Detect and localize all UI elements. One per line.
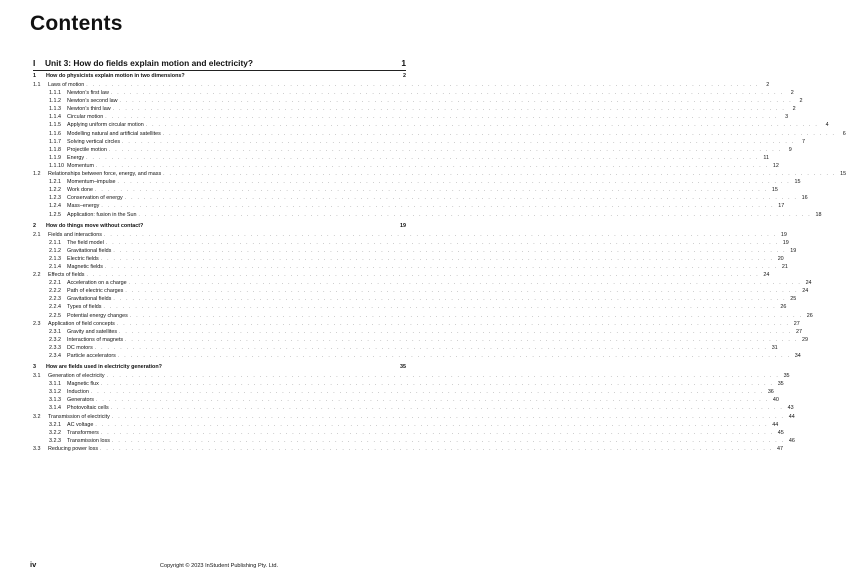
toc-entry-page: 15 (840, 171, 846, 178)
dot-leader: . . . . . . . . . . . . . . . . . . . . . . . . . . . . . . . . . . . . . . . . . . . . . . . . . . . . . . . . . . . . . . . . . . . . . . . . . . . . . . . . . . . . . . . . . . . . . . . . . . . . . . . . . . (122, 138, 795, 145)
toc-entry-title: Relationships between force, energy, and mass (48, 171, 162, 178)
toc-entry-title: Laws of motion (48, 82, 85, 88)
copyright-notice: Copyright © 2023 InStudent Publishing Pty. Ltd. (159, 563, 279, 569)
toc-entry-number: 2.1 (33, 231, 41, 238)
dot-leader: . . . . . . . . . . . . . . . . . . . . . . . . . . . . . . . . . . . . . . . . . . . . . . . . . . . . . . . . . . . . . . . . . . . . . . . . . . . . . . . . . . . . . . . . . . . . . . . . . . . . . . . . . . (100, 445, 773, 452)
dot-leader: . . . . . . . . . . . . . . . . . . . . . . . . . . . . . . . . . . . . . . . . . . . . . . . . . . . . . . . . . . . . . . . . . . . . . . . . . . . . . . . . . . . . . . . . . . . . . . . . . . . . . . . . . . (103, 304, 777, 311)
dot-leader: . . . . . . . . . . . . . . . . . . . . . . . . . . . . . . . . . . . . . . . . . . . . . . . . . . . . . . . . . . . . . . . . . . . . . . . . . . . . . . . . . . . . . . . . . . . . . . . . . . . . . . . . . . (145, 122, 819, 129)
toc-subsection[interactable] (33, 146, 792, 154)
toc-entry-number: 1.1.3 (49, 106, 61, 113)
dot-leader: . . . . . . . . . . . . . . . . . . . . . . . . . . . . . . . . . . . . . . . . . . . . . . . . . . . . . . . . . . . . . . . . . . . . . . . . . . . . . . . . . . . . . . . . . . . . . . . . . . . . . . . . . . (94, 344, 768, 351)
toc-entry-page: 17 (778, 203, 785, 210)
dot-leader: . . . . . . . . . . . . . . . . . . . . . . . . . . . . . . . . . . . . . . . . . . . . . . . . . . . . . . . . . . . . . . . . . . . . . . . . . . . . . . . . . . . . . . . . . . . . . . . . . . . . . . . . . . (124, 195, 798, 202)
toc-entry-page: 11 (763, 154, 770, 161)
toc-entry-number: 1.2.5 (49, 211, 61, 218)
toc-entry-page: 2 (790, 90, 794, 97)
unit-heading[interactable] (33, 56, 406, 71)
toc-entry-number: 3 (33, 364, 36, 371)
toc-chapter[interactable] (33, 72, 406, 81)
dot-leader: . . . . . . . . . . . . . . . . . . . . . . . . . . . . . . . . . . . . . . . . . . . . . . . . . . . . . . . . . . . . . . . . . . . . . . . . . . . . . . . . . . . . . . . . . . . . . . . . . . . . . . . . . . (119, 328, 792, 335)
dot-leader: . . . . . . . . . . . . . . . . . . . . . . . . . . . . . . . . . . . . . . . . . . . . . . . . . . . . . . . . . . . . . . . . . . . . . . . . . . . . . . . . . . . . . . . . . . . . . . . . . . . . . . . . . . (90, 389, 764, 396)
toc-entry-title: Magnetic fields (67, 263, 103, 270)
toc-entry-page: 2 (766, 82, 770, 88)
toc-subsection[interactable] (33, 255, 784, 263)
toc-entry-number: 2.3.4 (49, 353, 61, 359)
toc-entry-number: 2.1.3 (49, 255, 61, 262)
dot-leader: . . . . . . . . . . . . . . . . . . . . . . . . . . . . . . . . . . . . . . . . . . . . . . . . . . . . . . . . . . . . . . . . . . . . . . . . . . . . . . . . . . . . . . . . . . . . . . . . . . . . . . . . . . (110, 405, 784, 412)
toc-entry-number: 2.1.1 (49, 239, 61, 246)
toc-entry-title: Particle accelerators (67, 353, 116, 359)
toc-entry-page: 46 (788, 437, 795, 444)
dot-leader: . . . . . . . . . . . . . . . . . . . . . . . . . . . . . . . . . . . . . . . . . . . . . . . . . . . . . . . . . . . . . . . . . . . . . . . . . . . . . . . . . . . . . . . . . . . . . . . . . . . . . . . . . . (95, 421, 769, 428)
toc-entry-title: How do physicists explain motion in two dimensions? (46, 73, 185, 79)
toc-subsection[interactable] (33, 303, 787, 311)
toc-subsection[interactable] (33, 429, 784, 437)
toc-subsection[interactable] (33, 279, 812, 287)
toc-entry-title: Transformers (67, 429, 99, 436)
dot-leader: . . . . . . . . . . . . . . . . . . . . . . . . . . . . . . . . . . . . . . . . . . . . . . . . . . . . . . . . . . . . . . . . . . . . . . . . . . . . . . . . . . . . . . . . . . . . . . . . . . . . . . . . . . (108, 146, 782, 153)
toc-entry-page: 18 (815, 211, 822, 218)
toc-entry-title: Effects of fields (48, 272, 85, 279)
toc-entry-number: 1.2.2 (49, 187, 61, 194)
toc-entry-title: Potential energy changes (67, 312, 128, 319)
toc-entry-page: 4 (825, 122, 829, 129)
toc-entry-title: Work done (67, 187, 93, 194)
toc-subsection[interactable] (33, 178, 801, 186)
toc-entry-title: Path of electric charges (67, 288, 124, 295)
toc-entry-number: 1.2.4 (49, 203, 61, 210)
dot-leader: . . . . . . . . . . . . . . . . . . . . . . . . . . . . . . . . . . . . . . . . . . . . . . . . . . . . . . . . . . . . . . . . . . . . . . . . . . . . . . . . . . . . . . . . . . . . . . . . . . . . . . . . . . (105, 114, 779, 121)
toc-entries (33, 72, 846, 453)
toc-entry-page: 43 (787, 405, 794, 412)
toc-entry-number: 3.2.3 (49, 437, 61, 444)
toc-subsection[interactable] (33, 352, 801, 360)
toc-subsection[interactable] (33, 312, 813, 320)
toc-entry-page: 15 (794, 179, 801, 186)
toc-subsection[interactable] (33, 97, 803, 105)
toc-entry-number: 2.2 (33, 272, 41, 279)
toc-entry-page: 9 (788, 146, 792, 153)
unit-number: I (33, 58, 36, 68)
dot-leader: . . . . . . . . . . . . . . . . . . . . . . . . . . . . . . . . . . . . . . . . . . . . . . . . . . . . . . . . . . . . . . . . . . . . . . . . . . . . . . . . . . . . . . . . . . . . . . . . . . . . . . . . . . (104, 263, 778, 270)
toc-subsection[interactable] (33, 421, 779, 429)
toc-subsection[interactable] (33, 344, 778, 352)
toc-entry-page: 2 (403, 73, 406, 79)
toc-subsection[interactable] (33, 194, 808, 202)
toc-entry-page: 19 (782, 239, 789, 246)
toc-entry-number: 1.2.3 (49, 195, 61, 202)
toc-entry-number: 3.1.3 (49, 397, 61, 404)
toc-entry-number: 2.1.4 (49, 263, 61, 270)
dot-leader: . . . . . . . . . . . . . . . . . . . . . . . . . . . . . . . . . . . . . . . . . . . . . . . . . . . . . . . . . . . . . . . . . . . . . . . . . . . . . . . . . . . . . . . . . . . . . . . . . . . . . . . . . . (86, 82, 760, 88)
toc-entry-number: 2.3.3 (49, 344, 61, 351)
dot-leader: . . . . . . . . . . . . . . . . . . . . . . . . . . . . . . . . . . . . . . . . . . . . . . . . . . . . . . . . . . . . . . . . . . . . . . . . . . . . . . . . . . . . . . . . . . . . . . . . . . . . . . . . . . (95, 397, 769, 404)
toc-entry-number: 1.1.9 (49, 154, 61, 161)
toc-entry-title: Solving vertical circles (67, 138, 121, 145)
dot-leader: . . . . . . . . . . . . . . . . . . . . . . . . . . . . . . . . . . . . . . . . . . . . . . . . . . . . . . . . . . . . . . . . . . . . . . . . . . . . . . . . . . . . . . . . . . . . . . . . . . . . . . . . . . (119, 98, 793, 105)
toc-entry-number: 2.1.2 (49, 247, 61, 254)
dot-leader: . . . . . . . . . . . . . . . . . . . . . . . . . . . . . . . . . . . . . . . . . . . . . . . . . . . . . . . . . . . . . . . . . . . . . . . . . . . . . . . . . . . . . . . . . . . . . . . . . . . . . . . . . . (125, 288, 799, 295)
dot-leader: . . . . . . . . . . . . . . . . . . . . . . . . . . . . . . . . . . . . . . . . . . . . . . . . . . . . . . . . . . . . . . . . . . . . . . . . . . . . . . . . . . . . . . . . . . . . . . . . . . . . . . . . . . (95, 162, 769, 169)
toc-entry-page: 44 (788, 413, 795, 420)
toc-entry-page: 20 (777, 255, 784, 262)
dot-leader: . . . . . . . . . . . . . . . . . . . . . . . . . . . . . . . . . . . . . . . . . . . . . . . . . . . . . . . . . . . . . . . . . . . . . . . . . . . . . . . . . . . . . . . . . . . . . . . . . . . . . . . . . . (128, 280, 802, 287)
toc-entry-number: 2.3.1 (49, 328, 61, 335)
toc-entry-number: 3.1 (33, 373, 41, 380)
dot-leader: . . . . . . . . . . . . . . . . . . . . . . . . . . . . . . . . . . . . . . . . . . . . . . . . . . . . . . . . . . . . . . . . . . . . . . . . . . . . . . . . . . . . . . . . . . . . . . . . . . . . . . . . . . (163, 171, 837, 178)
dot-leader: . . . . . . . . . . . . . . . . . . . . . . . . . . . . . . . . . . . . . . . . . . . . . . . . . . . . . . . . . . . . . . . . . . . . . . . . . . . . . . . . . . . . . . . . . . . . . . . . . . . . . . . . . . (138, 211, 812, 218)
toc-entry-title: Gravitational fields (67, 247, 112, 254)
dot-leader: . . . . . . . . . . . . . . . . . . . . . . . . . . . . . . . . . . . . . . . . . . . . . . . . . . . . . . . . . . . . . . . . . . . . . . . . . . . . . . . . . . . . . . . . . . . . . . . . . . . . . . . . . . (110, 90, 784, 97)
toc-entry-number: 1.2.1 (49, 179, 61, 186)
toc-entry-number: 2.3.2 (49, 336, 61, 343)
page-title: Contents (30, 12, 123, 35)
toc-section[interactable] (33, 170, 846, 178)
toc-subsection[interactable] (33, 105, 796, 113)
toc-entry-number: 1.2 (33, 171, 41, 178)
toc-entry-title: How do things move without contact? (46, 222, 144, 229)
toc-entry-title: Acceleration on a charge (67, 280, 127, 287)
toc-entry-title: Application: fusion in the Sun (67, 211, 137, 218)
toc-section[interactable] (33, 320, 800, 328)
toc-entry-title: Electric fields (67, 255, 99, 262)
footer-page-number: iv (30, 560, 37, 569)
toc-entry-page: 19 (780, 231, 787, 238)
toc-entry-title: Generators (67, 397, 94, 404)
toc-subsection[interactable] (33, 211, 822, 219)
toc-entry-title: Application of field concepts (48, 320, 115, 327)
toc-entry-page: 3 (785, 114, 789, 121)
toc-subsection[interactable] (33, 247, 797, 255)
toc-entry-title: How are fields used in electricity generation? (46, 364, 162, 371)
toc-entry-page: 44 (772, 421, 779, 428)
dot-leader: . . . . . . . . . . . . . . . . . . . . . . . . . . . . . . . . . . . . . . . . . . . . . . . . . . . . . . . . . . . . . . . . . . . . . . . . . . . . . . . . . . . . . . . . . . . . . . . . . . . . . . . . . . (112, 106, 786, 113)
dot-leader: . . . . . . . . . . . . . . . . . . . . . . . . . . . . . . . . . . . . . . . . . . . . . . . . . . . . . . . . . . . . . . . . . . . . . . . . . . . . . . . . . . . . . . . . . . . . . . . . . . . . . . . . . . (116, 320, 790, 327)
toc-subsection[interactable] (33, 162, 779, 170)
toc-entry-page: 6 (842, 130, 846, 137)
dot-leader: . . . . . . . . . . . . . . . . . . . . . . . . . . . . . . . . . . . . . . . . . . . . . . . . . . . . . . . . . . . . . . . . . . . . . . . . . . . . . . . . . . . . . . . . . . . . . . . . . . . . . . . . . . (162, 130, 836, 137)
dot-leader: . . . . . . . . . . . . . . . . . . . . . . . . . . . . . . . . . . . . . . . . . . . . . . . . . . . . . . . . . . . . . . . . . . . . . . . . . . . . . . . . . . . . . . . . . . . . . . . . . . . . . . . . . . (103, 231, 777, 238)
toc-entry-title: Gravity and satellites (67, 328, 118, 335)
toc-entry-title: Newton’s second law (67, 98, 118, 105)
toc-entry-page: 24 (802, 288, 809, 295)
toc-subsection[interactable] (33, 336, 808, 344)
toc-entry-page: 24 (805, 280, 812, 287)
toc-entry-page: 26 (806, 312, 813, 319)
toc-entry-title: Magnetic flux (67, 381, 99, 388)
toc-subsection[interactable] (33, 130, 846, 138)
dot-leader: . . . . . . . . . . . . . . . . . . . . . . . . . . . . . . . . . . . . . . . . . . . . . . . . . . . . . . . . . . . . . . . . . . . . . . . . . . . . . . . . . . . . . . . . . . . . . . . . . . . . . . . . . . (113, 247, 787, 254)
dot-leader: . . . . . . . . . . . . . . . . . . . . . . . . . . . . . . . . . . . . . . . . . . . . . . . . . . . . . . . . . . . . . . . . . . . . . . . . . . . . . . . . . . . . . . . . . . . . . . . . . . . . . . . . . . (86, 154, 760, 161)
toc-entry-page: 12 (772, 162, 779, 169)
toc-entry-number: 2.2.1 (49, 280, 61, 287)
toc-entry-number: 2 (33, 222, 36, 229)
toc-entry-title: Transmission loss (67, 437, 110, 444)
toc-entry-page: 2 (799, 98, 803, 105)
toc-subsection[interactable] (33, 263, 788, 271)
toc-entry-title: Transmission of electricity (48, 413, 110, 420)
dot-leader: . . . . . . . . . . . . . . . . . . . . . . . . . . . . . . . . . . . . . . . . . . . . . . . . . . . . . . . . . . . . . . . . . . . . . . . . . . . . . . . . . . . . . . . . . . . . . . . . . . . . . . . . . . (100, 429, 774, 436)
toc-entry-number: 1.1.6 (49, 130, 61, 137)
toc-entry-number: 1.1.2 (49, 98, 61, 105)
toc-entry-title: Momentum–impulse (67, 179, 116, 186)
toc-entry-title: Energy (67, 154, 85, 161)
toc-section[interactable] (33, 231, 787, 239)
dot-leader: . . . . . . . . . . . . . . . . . . . . . . . . . . . . . . . . . . . . . . . . . . . . . . . . . . . . . . . . . . . . . . . . . . . . . . . . . . . . . . . . . . . . . . . . . . . . . . . . . . . . . . . . . . (94, 187, 768, 194)
toc-entry-number: 1.1.10 (49, 162, 64, 169)
toc-entry-title: Gravitational fields (67, 296, 112, 303)
toc-entry-page: 26 (780, 304, 787, 311)
toc-entry-title: Modelling natural and artificial satellites (67, 130, 161, 137)
toc-subsection[interactable] (33, 396, 779, 404)
toc-entry-title: Photovoltaic cells (67, 405, 109, 412)
toc-subsection[interactable] (33, 154, 770, 162)
dot-leader: . . . . . . . . . . . . . . . . . . . . . . . . . . . . . . . . . . . . . . . . . . . . . . . . . . . . . . . . . . . . . . . . . . . . . . . . . . . . . . . . . . . . . . . . . . . . . . . . . . . . . . . . . . (100, 381, 774, 388)
toc-subsection[interactable] (33, 186, 778, 194)
toc-chapter[interactable] (33, 222, 406, 231)
toc-section[interactable] (33, 271, 770, 279)
toc-entry-page: 34 (794, 353, 801, 359)
toc-entry-title: Circular motion (67, 114, 104, 121)
toc-entry-page: 35 (777, 381, 784, 388)
toc-entry-number: 3.3 (33, 445, 41, 452)
toc-entry-number: 1.1.8 (49, 146, 61, 153)
toc-entry-number: 1.1.5 (49, 122, 61, 129)
toc-entry-number: 3.1.1 (49, 381, 61, 388)
toc-subsection[interactable] (33, 138, 805, 146)
toc-entry-number: 1 (33, 73, 36, 79)
toc-subsection[interactable] (33, 113, 789, 121)
toc-entry-title: Newton’s first law (67, 90, 109, 97)
toc-subsection[interactable] (33, 328, 802, 336)
unit-page: 1 (401, 58, 406, 68)
dot-leader: . . . . . . . . . . . . . . . . . . . . . . . . . . . . . . . . . . . . . . . . . . . . . . . . . . . . . . . . . . . . . . . . . . . . . . . . . . . . . . . . . . . . . . . . . . . . . . . . . . . . . . . . . . (113, 296, 787, 303)
toc-entry-page: 27 (793, 320, 800, 327)
dot-leader: . . . . . . . . . . . . . . . . . . . . . . . . . . . . . . . . . . . . . . . . . . . . . . . . . . . . . . . . . . . . . . . . . . . . . . . . . . . . . . . . . . . . . . . . . . . . . . . . . . . . . . . . . . (125, 336, 798, 343)
toc-entry-number: 2.3 (33, 320, 41, 327)
toc-entry-page: 16 (801, 195, 808, 202)
toc-subsection[interactable] (33, 437, 795, 445)
toc-entry-number: 1.1.7 (49, 138, 61, 145)
toc-subsection[interactable] (33, 89, 794, 97)
toc-entry-page: 24 (763, 272, 770, 279)
toc-entry-page: 47 (776, 445, 783, 452)
toc-entry-title: Generation of electricity (48, 373, 105, 380)
toc-entry-page: 21 (781, 263, 788, 270)
toc-entry-page: 35 (783, 373, 790, 380)
toc-entry-page: 19 (400, 222, 406, 229)
toc-entry-number: 3.2 (33, 413, 41, 420)
toc-entry-title: Reducing power loss (48, 445, 99, 452)
toc-entry-page: 25 (790, 296, 797, 303)
toc-entry-number: 3.2.1 (49, 421, 61, 428)
dot-leader: . . . . . . . . . . . . . . . . . . . . . . . . . . . . . . . . . . . . . . . . . . . . . . . . . . . . . . . . . . . . . . . . . . . . . . . . . . . . . . . . . . . . . . . . . . . . . . . . . . . . . . . . . . (129, 312, 803, 319)
toc-entry-title: Mass–energy (67, 203, 100, 210)
dot-leader: . . . . . . . . . . . . . . . . . . . . . . . . . . . . . . . . . . . . . . . . . . . . . . . . . . . . . . . . . . . . . . . . . . . . . . . . . . . . . . . . . . . . . . . . . . . . . . . . . . . . . . . . . . (117, 353, 791, 359)
toc-section[interactable] (33, 81, 770, 89)
toc-entry-title: DC motors (67, 344, 93, 351)
dot-leader: . . . . . . . . . . . . . . . . . . . . . . . . . . . . . . . . . . . . . . . . . . . . . . . . . . . . . . . . . . . . . . . . . . . . . . . . . . . . . . . . . . . . . . . . . . . . . . . . . . . . . . . . . . (105, 239, 779, 246)
toc-subsection[interactable] (33, 202, 785, 210)
toc-entry-title: Interactions of magnets (67, 336, 124, 343)
toc-section[interactable] (33, 445, 783, 453)
toc-entry-title: The field model (67, 239, 104, 246)
toc-chapter[interactable] (33, 363, 406, 372)
dot-leader: . . . . . . . . . . . . . . . . . . . . . . . . . . . . . . . . . . . . . . . . . . . . . . . . . . . . . . . . . . . . . . . . . . . . . . . . . . . . . . . . . . . . . . . . . . . . . . . . . . . . . . . . . . (117, 179, 791, 186)
toc-entry-title: Types of fields (67, 304, 102, 311)
dot-leader: . . . . . . . . . . . . . . . . . . . . . . . . . . . . . . . . . . . . . . . . . . . . . . . . . . . . . . . . . . . . . . . . . . . . . . . . . . . . . . . . . . . . . . . . . . . . . . . . . . . . . . . . . . (111, 437, 785, 444)
table-of-contents (33, 56, 846, 453)
toc-entry-number: 1.1.1 (49, 90, 61, 97)
toc-subsection[interactable] (33, 287, 809, 295)
toc-entry-title: Projectile motion (67, 146, 107, 153)
toc-entry-page: 40 (772, 397, 779, 404)
toc-entry-title: Fields and interactions (48, 231, 102, 238)
toc-subsection[interactable] (33, 388, 774, 396)
toc-entry-number: 3.2.2 (49, 429, 61, 436)
toc-entry-title: AC voltage (67, 421, 94, 428)
toc-entry-title: Newton’s third law (67, 106, 111, 113)
toc-section[interactable] (33, 413, 795, 421)
toc-entry-title: Conservation of energy (67, 195, 123, 202)
toc-entry-page: 19 (790, 247, 797, 254)
toc-entry-number: 2.2.4 (49, 304, 61, 311)
toc-subsection[interactable] (33, 380, 784, 388)
toc-subsection[interactable] (33, 239, 789, 247)
toc-entry-number: 1.1 (33, 82, 41, 88)
dot-leader: . . . . . . . . . . . . . . . . . . . . . . . . . . . . . . . . . . . . . . . . . . . . . . . . . . . . . . . . . . . . . . . . . . . . . . . . . . . . . . . . . . . . . . . . . . . . . . . . . . . . . . . . . . (101, 203, 775, 210)
toc-entry-title: Applying uniform circular motion (67, 122, 144, 129)
dot-leader: . . . . . . . . . . . . . . . . . . . . . . . . . . . . . . . . . . . . . . . . . . . . . . . . . . . . . . . . . . . . . . . . . . . . . . . . . . . . . . . . . . . . . . . . . . . . . . . . . . . . . . . . . . (86, 272, 760, 279)
toc-entry-page: 36 (767, 389, 774, 396)
toc-entry-number: 2.2.2 (49, 288, 61, 295)
toc-entry-page: 35 (400, 364, 406, 371)
toc-entry-page: 27 (795, 328, 802, 335)
toc-entry-page: 45 (777, 429, 784, 436)
page-footer (30, 560, 408, 569)
toc-entry-number: 2.2.5 (49, 312, 61, 319)
toc-entry-number: 1.1.4 (49, 114, 61, 121)
toc-entry-number: 2.2.3 (49, 296, 61, 303)
dot-leader: . . . . . . . . . . . . . . . . . . . . . . . . . . . . . . . . . . . . . . . . . . . . . . . . . . . . . . . . . . . . . . . . . . . . . . . . . . . . . . . . . . . . . . . . . . . . . . . . . . . . . . . . . . (106, 373, 780, 380)
dot-leader: . . . . . . . . . . . . . . . . . . . . . . . . . . . . . . . . . . . . . . . . . . . . . . . . . . . . . . . . . . . . . . . . . . . . . . . . . . . . . . . . . . . . . . . . . . . . . . . . . . . . . . . . . . (100, 255, 774, 262)
toc-entry-number: 3.1.2 (49, 389, 61, 396)
toc-entry-page: 7 (801, 138, 805, 145)
toc-subsection[interactable] (33, 121, 829, 129)
dot-leader: . . . . . . . . . . . . . . . . . . . . . . . . . . . . . . . . . . . . . . . . . . . . . . . . . . . . . . . . . . . . . . . . . . . . . . . . . . . . . . . . . . . . . . . . . . . . . . . . . . . . . . . . . . (111, 413, 785, 420)
toc-entry-number: 3.1.4 (49, 405, 61, 412)
toc-section[interactable] (33, 372, 790, 380)
unit-title: Unit 3: How do fields explain motion and electricity? (45, 58, 254, 68)
toc-entry-page: 31 (771, 344, 778, 351)
toc-entry-title: Momentum (67, 162, 94, 169)
toc-entry-page: 2 (792, 106, 796, 113)
toc-entry-page: 29 (801, 336, 808, 343)
toc-subsection[interactable] (33, 404, 794, 412)
toc-entry-page: 15 (771, 187, 778, 194)
toc-subsection[interactable] (33, 295, 797, 303)
toc-entry-title: Induction (67, 389, 89, 396)
